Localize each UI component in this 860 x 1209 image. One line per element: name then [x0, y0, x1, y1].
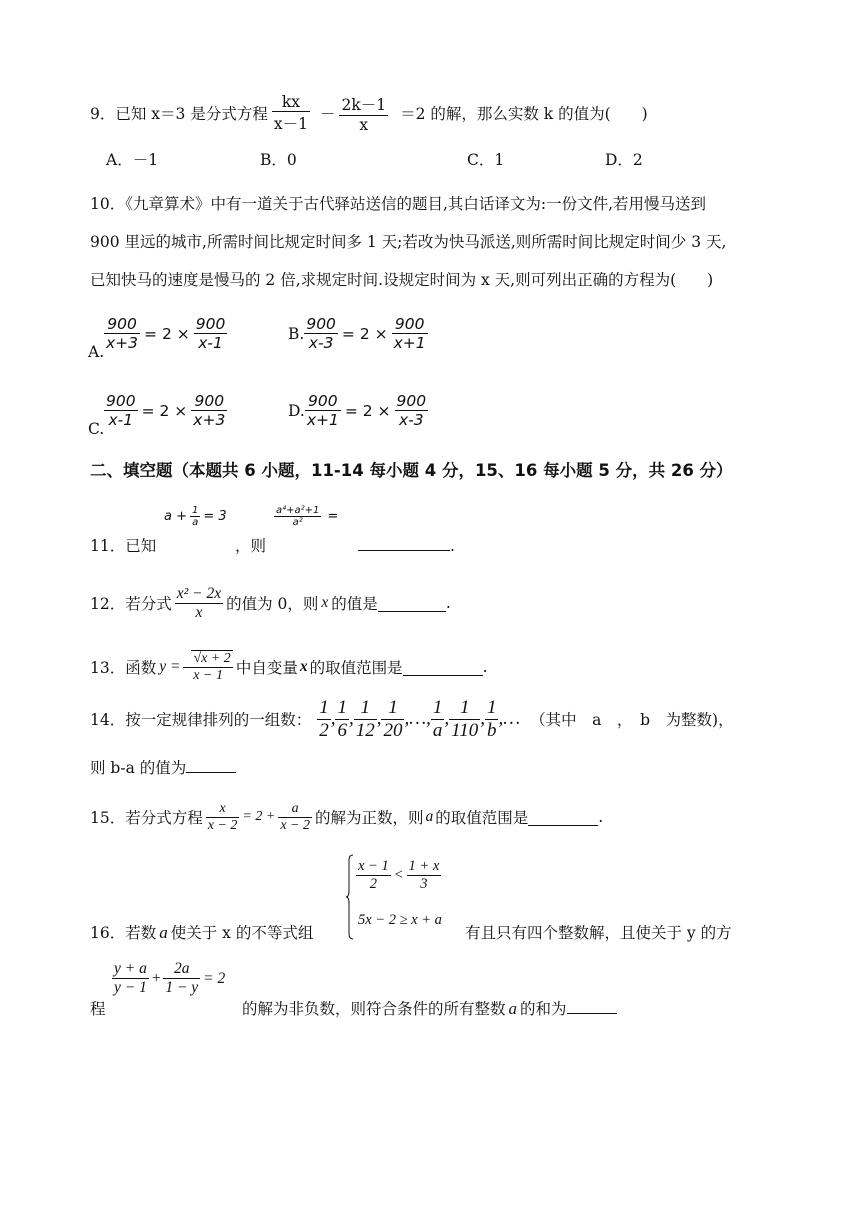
q14-frac-a — [431, 697, 445, 742]
q16-equation — [112, 960, 225, 997]
q15-f2-num: a — [291, 800, 299, 816]
q11-cond-den: a — [190, 516, 200, 528]
q15-mid-eq: = 2 + — [242, 809, 276, 824]
q14-line-2 — [90, 756, 236, 778]
q10-a-left-den: x+3 — [106, 334, 139, 352]
q10-b-right-num: 900 — [394, 315, 425, 333]
q11-number: 11．已知 — [90, 537, 157, 555]
q13-mid: 中自变量 — [235, 659, 298, 677]
q12-mid: 的值为 0，则 — [226, 595, 319, 613]
q10-b-mid: = 2 × — [341, 324, 388, 343]
q10-d-mid: = 2 × — [344, 401, 391, 420]
q12-answer-blank[interactable] — [378, 595, 446, 612]
q11-cond-num: 1 — [192, 505, 199, 516]
q9-option-a: A．－1 — [106, 151, 159, 169]
q15-fraction-1 — [206, 801, 240, 834]
q12-stem: 12．若分式 — [90, 595, 172, 613]
q10-c-left-num: 900 — [106, 392, 136, 410]
q11-expr-fraction — [274, 505, 321, 528]
q16-number — [90, 921, 313, 943]
q10-option-c-equation — [104, 392, 227, 429]
q10-d-right-num: 900 — [396, 392, 427, 410]
q14-frac-3-num: 1 — [360, 696, 370, 718]
q11-expr-den: a² — [274, 516, 321, 528]
q9-f1-numerator: kx — [281, 92, 300, 111]
q13-end: . — [482, 658, 488, 676]
q16-eq-plus: + — [150, 969, 162, 987]
q15-f1-num: x — [219, 800, 226, 816]
q10-a-left-fraction — [104, 315, 140, 352]
q16-eq-rhs: = 2 — [203, 969, 226, 987]
q16-eq-f2-num: 2a — [173, 960, 190, 977]
q9-fraction-2 — [339, 93, 388, 134]
q16-line-2-prefix: 程 — [90, 1000, 106, 1018]
q12-fraction — [175, 585, 223, 622]
question-12 — [90, 578, 451, 628]
q16-var: a — [159, 923, 168, 942]
q12-end: . — [445, 594, 451, 612]
q14-frac-4-den: 20 — [383, 719, 403, 741]
q12-denominator: x — [175, 603, 223, 622]
q16-system-line-1 — [356, 858, 441, 893]
q13-var: x — [299, 658, 308, 675]
q13-lhs: y = — [159, 658, 181, 675]
section-2-heading: 二、填空题（本题共 6 小题，11-14 每小题 4 分，15、16 每小题 5 分，共 26 分） — [90, 461, 733, 480]
q16-stem-end: 有且只有四个整数解，且使关于 y 的方 — [465, 924, 732, 942]
q15-post-2: 的取值范围是 — [435, 809, 529, 827]
q14-answer-blank[interactable] — [186, 756, 236, 773]
q10-option-a-label: A. — [88, 343, 105, 361]
q14-frac-1-den: 2 — [319, 719, 329, 741]
q10-option-a-equation — [104, 315, 227, 352]
q10-option-c-label: C. — [88, 420, 105, 438]
q16-stem: 16．若数 — [90, 924, 157, 942]
q10-c-left-den: x-1 — [104, 410, 138, 429]
question-13 — [90, 644, 488, 690]
q14-line-2-text: 则 b-a 的值为 — [90, 759, 187, 777]
q16-line-2 — [242, 997, 617, 1019]
q15-end: . — [598, 808, 604, 826]
q15-post-1: 的解为正数，则 — [314, 809, 424, 827]
q9-option-b: B．0 — [260, 151, 297, 169]
q11-expr-num: a⁴+a²+1 — [276, 505, 320, 516]
q14-frac-b-den: b — [486, 719, 497, 741]
q14-frac-a-num: 1 — [432, 696, 443, 718]
q14-sequence: $\frac{1}{2}$ , $\frac{1}{6}$ , $\frac{1}{12}$ , $\frac{1}{20}$ , … , $\frac{1}{a}$ , $\frac{1}{110}$ , $\frac{1}{b}$ , … — [319, 696, 521, 741]
q12-var: x — [321, 594, 329, 611]
q11-cond-a: a + — [164, 509, 187, 524]
q14-frac-2-num: 1 — [337, 696, 347, 718]
q16-sys1-left-num: x − 1 — [358, 858, 389, 874]
q9-option-d: D．2 — [605, 151, 643, 169]
q15-f2-den: x − 2 — [280, 817, 310, 833]
q10-c-right-num: 900 — [194, 392, 225, 410]
q14-frac-110 — [449, 697, 480, 742]
q16-line-2-text: 的解为非负数，则符合条件的所有整数 — [242, 1000, 506, 1018]
q13-denominator: x − 1 — [183, 667, 232, 684]
q14-frac-1-num: 1 — [319, 696, 329, 718]
q11-then: ，则 — [235, 537, 267, 555]
q12-post: 的值是 — [331, 595, 378, 613]
q10-line-3: 已知快马的速度是慢马的 2 倍,求规定时间.设规定时间为 x 天,则可列出正确的方程为( ) — [90, 271, 714, 289]
q14-frac-b — [485, 697, 499, 742]
q14-paren-note: （其中 a ， b 为整数)， — [530, 711, 734, 729]
q11-cond-fraction — [190, 505, 200, 528]
q10-b-left-fraction — [304, 315, 338, 352]
q15-stem: 15．若分式方程 — [90, 809, 203, 827]
q16-sys1-right-num: 1 + x — [408, 858, 440, 874]
q15-f1-den: x − 2 — [207, 817, 238, 833]
q16-eq-fraction-2 — [163, 960, 200, 997]
q16-eq-f1-den: y − 1 — [114, 979, 147, 996]
q9-f2-numerator: 2k－1 — [341, 95, 387, 114]
question-14 — [90, 694, 734, 744]
q15-fraction-2 — [278, 801, 312, 834]
q13-numerator: √x + 2 — [193, 651, 231, 666]
q9-stem-end: ＝2 的解，那么实数 k 的值为( ) — [400, 105, 648, 123]
q11-end: . — [450, 537, 455, 555]
q10-a-right-fraction — [194, 315, 228, 352]
q14-ellipsis-1: … — [409, 708, 427, 729]
q16-sys1-op: < — [393, 867, 404, 883]
q14-frac-a-den: a — [432, 719, 443, 741]
q11-answer-blank[interactable] — [358, 534, 455, 555]
brace-icon — [346, 854, 354, 940]
q14-stem: 14．按一定规律排列的一组数： — [90, 711, 312, 729]
q16-system-line-2: 5x − 2 ≥ x + a — [358, 912, 442, 928]
q10-line-2: 900 里远的城市,所需时间比规定时间多 1 天;若改为快马派送,则所需时间比规定时间少 3 天, — [90, 233, 727, 251]
q10-b-left-num: 900 — [306, 315, 336, 333]
q16-mid: 使关于 x 的不等式组 — [170, 924, 314, 942]
q10-c-right-fraction — [191, 392, 227, 429]
q16-eq-f1-num: y + a — [114, 960, 147, 977]
q16-sys1-left-den: 2 — [356, 875, 391, 893]
q14-frac-1 — [317, 697, 331, 742]
q10-c-right-den: x+3 — [193, 411, 226, 429]
q16-sys1-right-fraction — [407, 858, 442, 893]
q9-stem: 已知 x＝3 是分式方程 — [115, 105, 268, 123]
q16-system-brace — [346, 854, 354, 940]
q11-cond-eq: = 3 — [203, 509, 227, 524]
q9-option-c: C．1 — [467, 151, 505, 169]
question-15 — [90, 792, 603, 842]
q10-c-left-fraction — [104, 392, 138, 429]
q10-b-right-den: x+1 — [393, 334, 426, 352]
q9-number: 9． — [90, 105, 116, 123]
q10-option-d-label: D. — [288, 401, 305, 420]
q14-frac-110-den: 110 — [451, 719, 479, 741]
q14-frac-3 — [354, 697, 377, 742]
q10-d-left-fraction — [305, 392, 341, 429]
q14-frac-110-num: 1 — [459, 696, 470, 718]
q16-line-2-end: 的和为 — [520, 1000, 567, 1018]
q13-fraction — [183, 650, 232, 684]
q11-condition — [164, 505, 227, 528]
q16-eq-fraction-1 — [112, 960, 149, 997]
q14-ellipsis-2: … — [503, 708, 521, 729]
q9-fraction-1 — [272, 93, 310, 134]
q13-answer-blank[interactable] — [403, 659, 483, 676]
q10-a-right-num: 900 — [195, 315, 226, 333]
q14-frac-3-den: 12 — [355, 719, 375, 741]
q16-answer-blank[interactable] — [567, 999, 617, 1014]
q15-answer-blank[interactable] — [528, 809, 598, 826]
q10-b-right-fraction — [392, 315, 428, 352]
q14-frac-b-num: 1 — [486, 696, 497, 718]
q13-post: 的取值范围是 — [309, 659, 403, 677]
q10-d-right-den: x-3 — [395, 410, 429, 429]
q11-expression — [274, 505, 338, 528]
q10-c-mid: = 2 × — [141, 401, 188, 420]
q10-d-right-fraction — [395, 392, 429, 429]
q11-expr-eq: = — [327, 509, 339, 524]
q14-frac-4 — [381, 697, 404, 742]
q10-a-mid: = 2 × — [144, 324, 190, 343]
q10-b-left-den: x-3 — [304, 333, 338, 352]
q10-d-left-den: x+1 — [306, 411, 339, 429]
q10-a-left-num: 900 — [107, 315, 137, 333]
q10-option-b — [288, 315, 428, 352]
q16-sys1-right-den: 3 — [407, 875, 442, 893]
q10-d-left-num: 900 — [308, 392, 338, 410]
q10-option-d — [288, 392, 428, 429]
q10-line-1: 10．《九章算术》中有一道关于古代驿站送信的题目,其白话译文为:一份文件,若用慢马送到 — [90, 195, 707, 213]
q9-f2-denominator: x — [339, 115, 388, 134]
q16-sys1-left-fraction — [356, 858, 391, 893]
q16-eq-f2-den: 1 − y — [165, 979, 199, 996]
q13-stem: 13．函数 — [90, 659, 157, 677]
question-9 — [90, 88, 648, 138]
q14-frac-4-num: 1 — [388, 696, 398, 718]
q10-a-right-den: x-1 — [194, 333, 228, 352]
q14-frac-2 — [335, 697, 349, 742]
q10-option-b-label: B. — [288, 324, 305, 343]
q15-var: a — [425, 808, 434, 825]
q14-frac-2-den: 6 — [337, 719, 347, 741]
q9-f1-denominator: x－1 — [272, 111, 310, 134]
q9-minus: － — [319, 105, 336, 123]
q12-numerator: x² − 2x — [176, 584, 222, 602]
q16-var-2: a — [508, 999, 518, 1018]
